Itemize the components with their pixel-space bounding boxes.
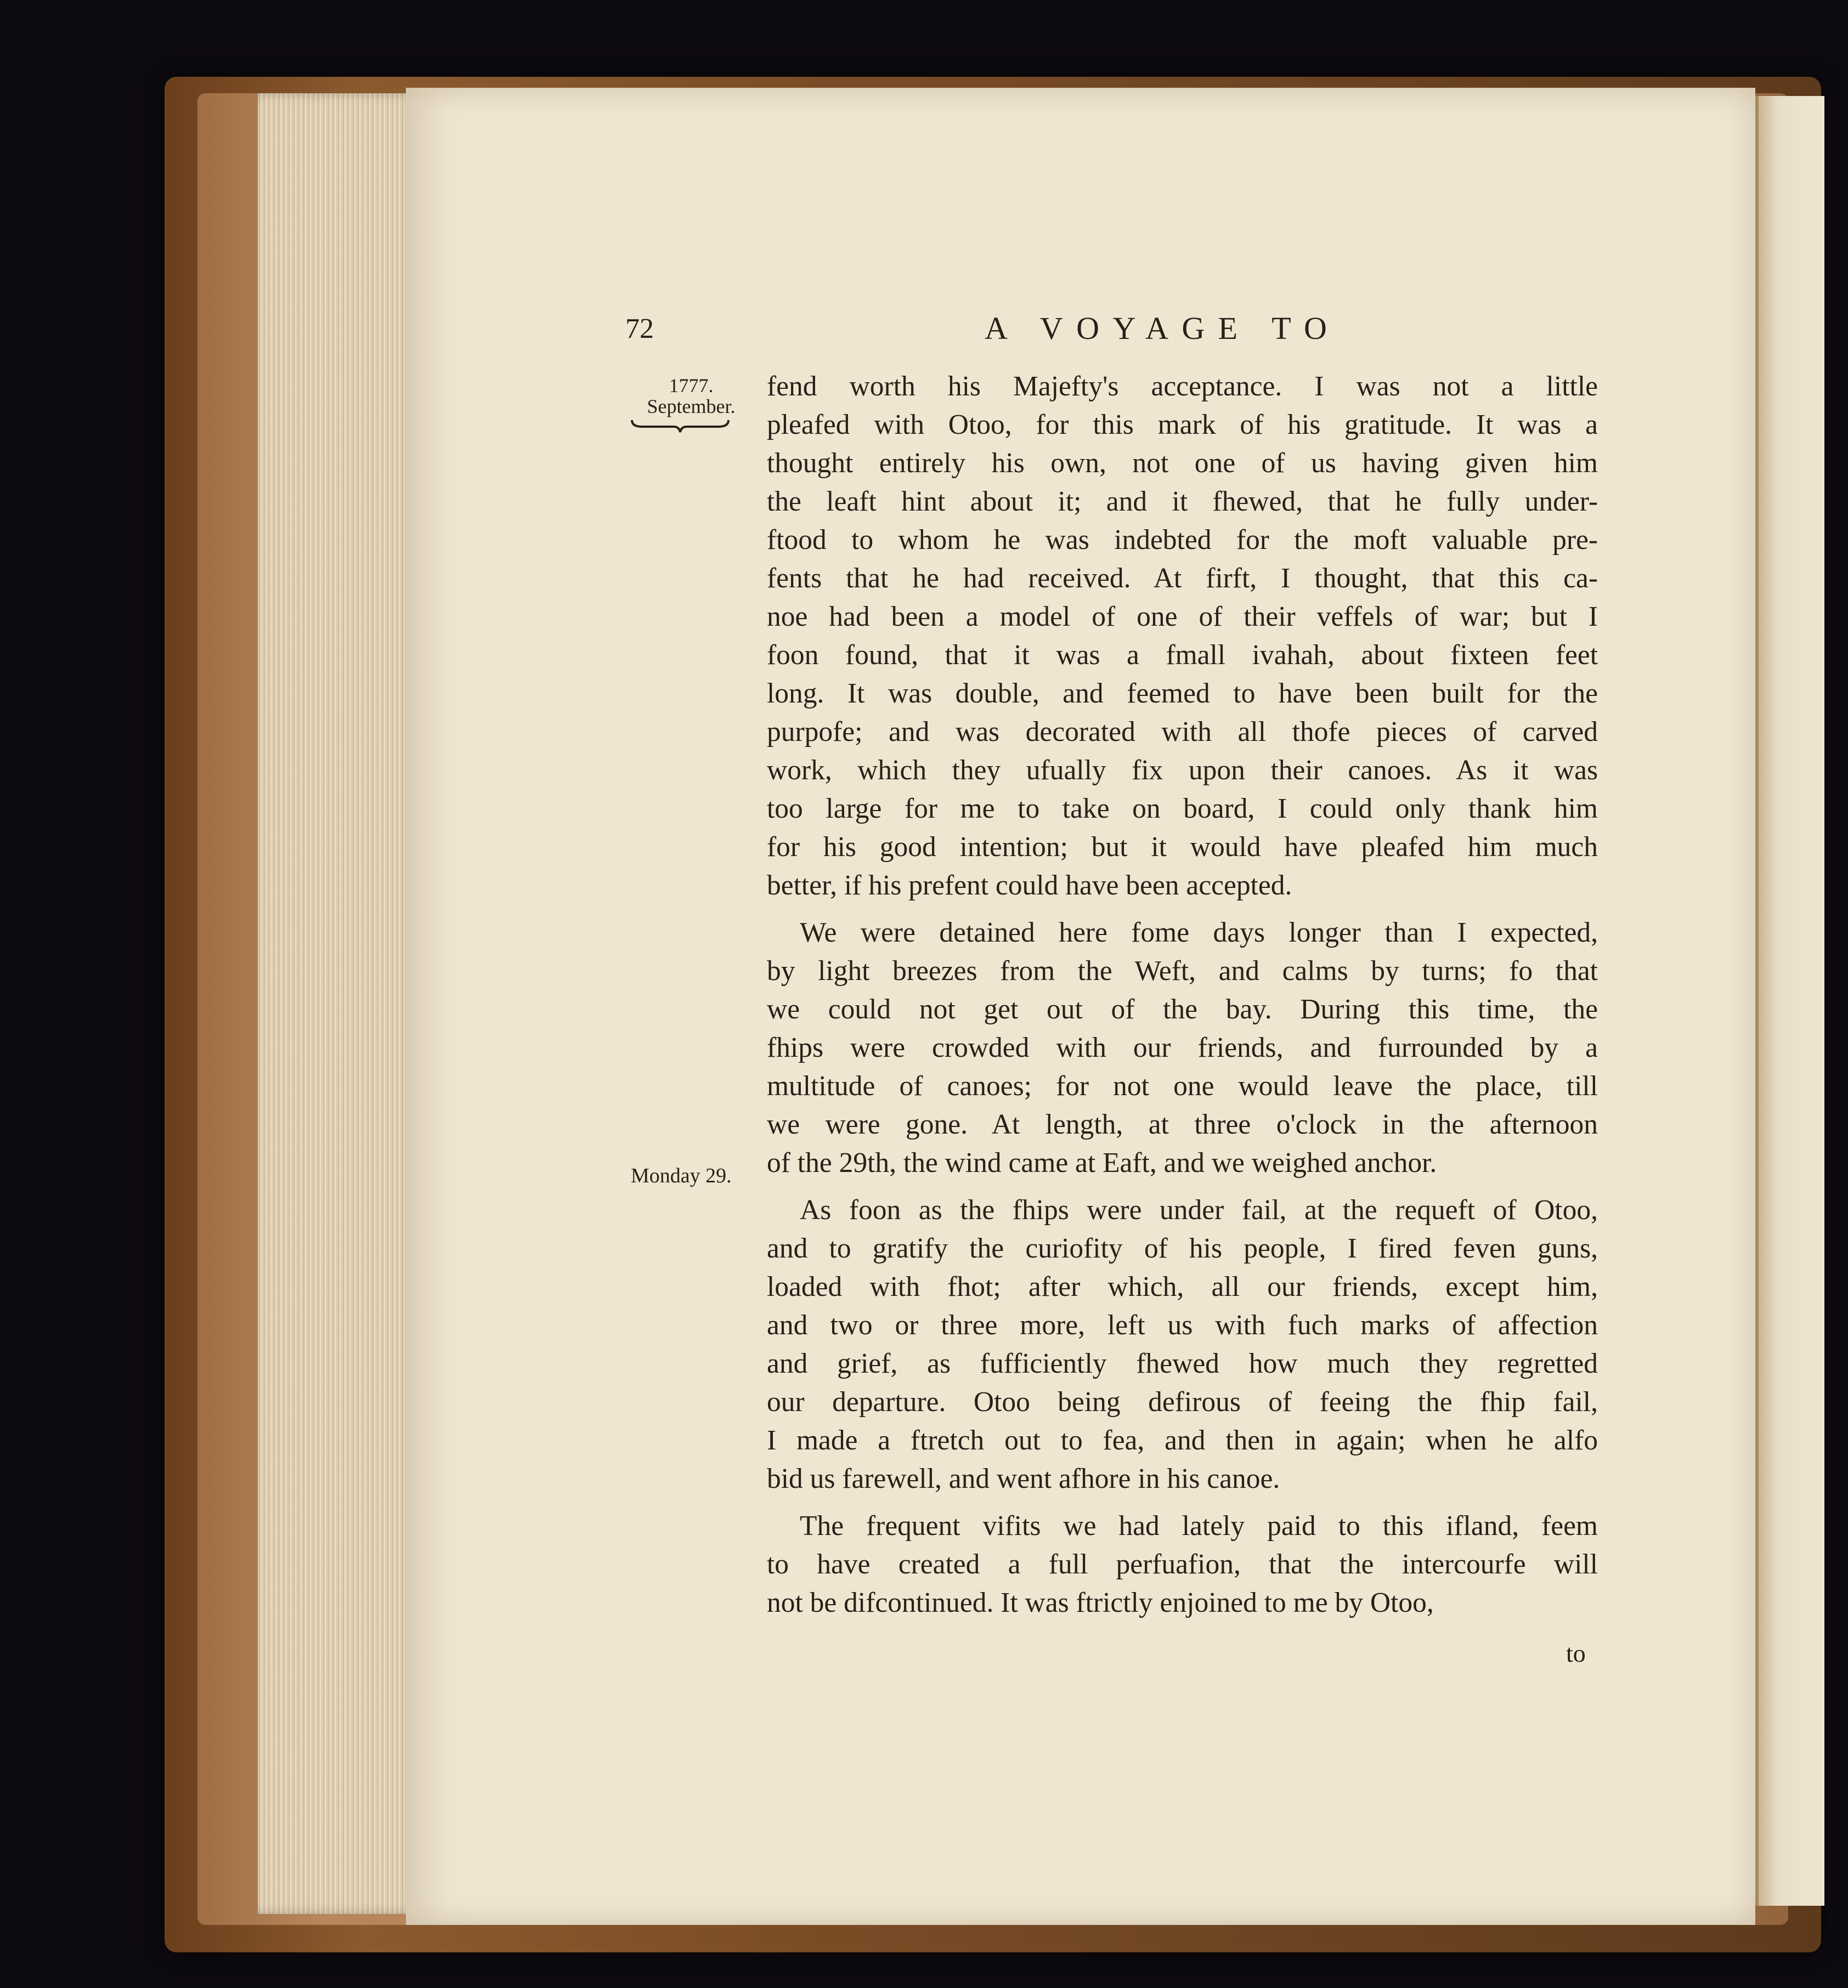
text-line: foon found, that it was a fmall ivahah, about fixteen feet (767, 639, 1598, 671)
text-line: We were detained here fome days longer than I expected, (800, 917, 1598, 948)
text-line: the leaft hint about it; and it fhewed, that he fully under- (767, 486, 1598, 517)
text-line: better, if his prefent could have been accepted. (767, 870, 1292, 901)
text-line: noe had been a model of one of their veffels of war; but I (767, 601, 1598, 632)
text-line: ftood to whom he was indebted for the moft valuable pre- (767, 524, 1598, 556)
margin-brace-icon (631, 417, 730, 433)
margin-date-note: Monday 29. (631, 1164, 732, 1187)
body-text (767, 367, 1598, 1622)
page-number: 72 (625, 313, 654, 344)
text-line: long. It was double, and feemed to have been built for the (767, 678, 1598, 709)
text-line: for his good intention; but it would have pleafed him much (767, 831, 1598, 863)
paragraph (767, 1191, 1598, 1498)
text-line: loaded with fhot; after which, all our friends, except him, (767, 1271, 1598, 1302)
running-head: A VOYAGE TO (985, 310, 1341, 346)
text-line: we were gone. At length, at three o'clock in the afternoon (767, 1109, 1598, 1140)
text-line: to have created a full perfuafion, that the intercourfe will (767, 1549, 1598, 1580)
text-line: of the 29th, the wind came at Eaft, and we weighed anchor. (767, 1147, 1437, 1179)
paragraph (767, 1507, 1598, 1622)
text-line: our departure. Otoo being defirous of feeing the fhip fail, (767, 1386, 1598, 1418)
margin-year: 1777. (669, 375, 714, 397)
text-line: purpofe; and was decorated with all thofe pieces of carved (767, 716, 1598, 747)
paragraph (767, 914, 1598, 1182)
text-line: and grief, as fufficiently fhewed how much they regretted (767, 1348, 1598, 1379)
facing-page-edge (1755, 96, 1824, 1906)
text-line: not be difcontinued. It was ftrictly enjoined to me by Otoo, (767, 1587, 1434, 1618)
text-line: fend worth his Majefty's acceptance. I was not a little (767, 371, 1598, 402)
text-line: and two or three more, left us with fuch marks of affection (767, 1310, 1598, 1341)
text-line: fents that he had received. At firft, I thought, that this ca- (767, 563, 1598, 594)
text-line: I made a ftretch out to fea, and then in again; when he alfo (767, 1425, 1598, 1456)
margin-date (645, 376, 738, 417)
catchword: to (1566, 1639, 1586, 1667)
paragraph (767, 367, 1598, 905)
text-line: multitude of canoes; for not one would leave the place, till (767, 1071, 1598, 1102)
text-line: thought entirely his own, not one of us having given him (767, 448, 1598, 479)
text-line: pleafed with Otoo, for this mark of his gratitude. It was a (767, 409, 1598, 440)
text-line: and to gratify the curiofity of his people, I fired feven guns, (767, 1233, 1598, 1264)
page-block-edges (258, 93, 417, 1914)
text-line: too large for me to take on board, I could only thank him (767, 793, 1598, 824)
text-line: The frequent vifits we had lately paid to this ifland, feem (800, 1510, 1598, 1542)
text-line: we could not get out of the bay. During this time, the (767, 994, 1598, 1025)
text-line: fhips were crowded with our friends, and furrounded by a (767, 1032, 1598, 1063)
text-line: bid us farewell, and went afhore in his canoe. (767, 1463, 1280, 1494)
text-line: work, which they ufually fix upon their canoes. As it was (767, 755, 1598, 786)
text-line: As foon as the fhips were under fail, at the requeft of Otoo, (800, 1194, 1598, 1226)
margin-month: September. (647, 395, 736, 417)
text-line: by light breezes from the Weft, and calms by turns; fo that (767, 955, 1598, 987)
